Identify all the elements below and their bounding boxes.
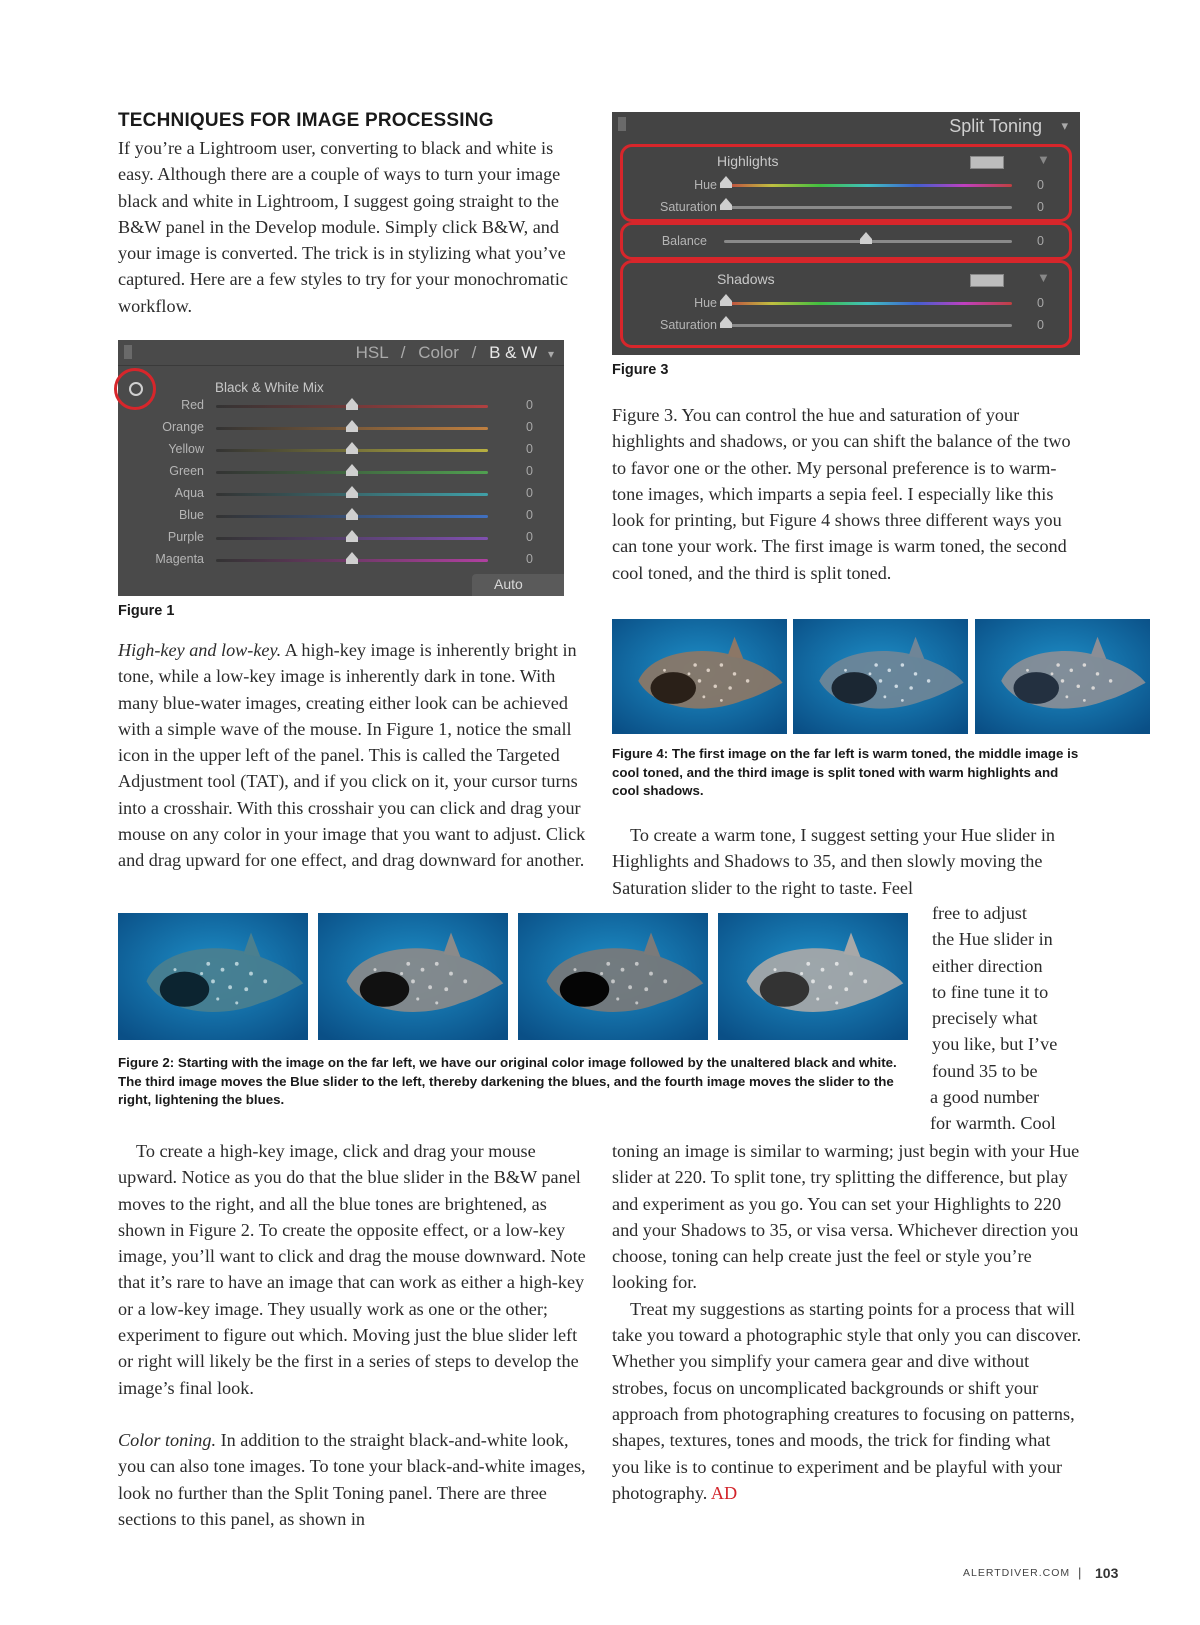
targeted-adjustment-icon[interactable] [129, 382, 143, 396]
shadows-hue-value: 0 [1037, 296, 1044, 310]
auto-label: Auto [494, 576, 523, 592]
shadows-color-swatch[interactable] [970, 274, 1004, 287]
closing-text: Treat my suggestions as starting points for a process that will take you toward a photographic style that only you can discover. Whether you simplify your camera gear and dive without strobes, focus on uncomplicated backgrounds or shift your approach from photographing creatures to focusing on patterns, shapes, textures, tones and moods, the trick for finding what you like is to continue to experiment and be playful with your photography. [612, 1298, 1082, 1503]
shadows-hue-label: Hue [694, 296, 717, 310]
cool-tone-text: toning an image is similar to warming; just begin with your Hue slider at 220. To split tone, try splitting the difference, but play and experiment as you go. You can set your Highlights to 220 and your Shadows to 35, or visa versa. Whichever direction you choose, toning can help create just the feel or style you’re looking for. [612, 1141, 1080, 1293]
bw-slider-knob[interactable] [346, 442, 358, 449]
bw-slider-value: 0 [526, 420, 533, 434]
bw-slider-knob[interactable] [346, 530, 358, 537]
highlights-color-swatch[interactable] [970, 156, 1004, 169]
balance-knob[interactable] [860, 232, 872, 239]
bw-slider-knob[interactable] [346, 420, 358, 427]
balance-value: 0 [1037, 234, 1044, 248]
highlights-hue-track[interactable] [724, 184, 1012, 187]
highkey-howto-paragraph: To create a high-key image, click and drag your mouse upward. Notice as you do that the blue slider in the B&W panel moves to the right, and all the blue tones are brightened, as shown in Figure 2. To create the opposite effect, or a low-key image, you’ll want to click and drag the mouse downward. Note that it’s rare to have an image that can work as either a high-key or a low-key image. They usually work as one or the other; experiment to figure out which. Moving just the blue slider left or right will likely be the first in a series of steps to develop the image’s final look. [118, 1141, 586, 1398]
bw-slider-label: Orange [162, 420, 204, 434]
bw-slider-knob[interactable] [346, 508, 358, 515]
highkey-text: A high-key image is inherently bright in tone, while a low-key image is inherently dark in tone. With many blue-water images, creating either look can be achieved with a simple wave of the mouse. In Figure 1, notice the small icon in the upper left of the panel. This is called the Targeted Adjustment tool (TAT), and if you click on it, your cursor turns into a crosshair. With this crosshair you can click and drag your mouse on any color in your image that you want to adjust. Click and drag upward for one effect, and drag downward for another. [118, 640, 586, 871]
divider [118, 365, 564, 366]
bw-slider-label: Purple [167, 530, 204, 544]
fig3-text: Figure 3. You can control the hue and saturation of your highlights and shadows, or you can shift the balance of the two to favor one or the other. My personal preference is to warm-tone images, which imparts a sepia feel. I especially like this look for printing, but Figure 4 shows three different ways you can tone your work. The first image is warm toned, the second cool toned, and the third is split toned. [612, 405, 1071, 583]
bw-slider-label: Aqua [174, 486, 204, 500]
narrow-line: precisely what [932, 1008, 1038, 1029]
highlights-saturation-track[interactable] [724, 206, 1012, 209]
warm-tone-paragraph [612, 822, 1082, 901]
highlights-hue-knob[interactable] [720, 176, 732, 183]
toning-lead: Color toning. [118, 1429, 217, 1450]
bw-slider-knob[interactable] [346, 552, 358, 559]
shadows-hue-track[interactable] [724, 302, 1012, 305]
bw-mix-title: Black & White Mix [215, 380, 324, 395]
collapse-triangle-icon[interactable]: ▾ [547, 347, 554, 361]
toning-text: In addition to the straight black-and-white look, you can also tone images. To tone your black-and-white images, look no further than the Split Toning panel. There are three sections to this panel, as shown in [118, 1429, 586, 1529]
narrow-lines [932, 900, 1092, 1137]
intro-paragraph [118, 135, 588, 319]
figure1-label: Figure 1 [118, 603, 175, 619]
bw-panel [118, 340, 564, 596]
split-toning-title: Split Toning [949, 116, 1042, 136]
bw-slider-knob[interactable] [346, 398, 358, 405]
fig3-paragraph [612, 402, 1082, 586]
auto-button[interactable] [472, 574, 564, 596]
shadows-saturation-value: 0 [1037, 318, 1044, 332]
bw-slider-value: 0 [526, 442, 533, 456]
collapse-triangle-icon[interactable]: ▾ [1061, 118, 1068, 133]
col2-bottom-text [612, 1138, 1082, 1506]
tab-separator: / [471, 343, 477, 362]
photo-cool-toned [793, 619, 968, 734]
bw-slider-value: 0 [526, 398, 533, 412]
narrow-line: a good number [930, 1087, 1040, 1108]
highlights-hue-value: 0 [1037, 178, 1044, 192]
bw-slider-value: 0 [526, 552, 533, 566]
bw-slider-value: 0 [526, 486, 533, 500]
photo-lightened-blues [718, 913, 908, 1040]
tab-hsl[interactable]: HSL [355, 343, 389, 362]
narrow-line: either direction [932, 955, 1043, 976]
end-mark: AD [710, 1482, 738, 1503]
figure3-label: Figure 3 [612, 362, 669, 378]
highlights-saturation-knob[interactable] [720, 198, 732, 205]
bw-slider-knob[interactable] [346, 486, 358, 493]
intro-text: If you’re a Lightroom user, converting to black and white is easy. Although there are a couple of ways to turn your image black and white in Lightroom, I suggest going straight to the B&W panel in the Develop module. Simply click B&W, and your image is converted. The trick is in stylizing what you’ve captured. Here are a few styles to try for your monochromatic workflow. [118, 138, 568, 316]
narrow-line: found 35 to be [932, 1060, 1038, 1081]
footer-separator: | [1078, 1565, 1083, 1580]
narrow-line: to fine tune it to [932, 981, 1049, 1002]
narrow-line: for warmth. Cool [930, 1113, 1056, 1134]
photo-warm-toned [612, 619, 787, 734]
bw-slider-label: Yellow [168, 442, 204, 456]
highlights-saturation-label: Saturation [660, 200, 717, 214]
bw-slider-value: 0 [526, 464, 533, 478]
highlights-saturation-value: 0 [1037, 200, 1044, 214]
panel-handle [124, 345, 132, 359]
tab-color[interactable]: Color [418, 343, 459, 362]
highlights-hue-label: Hue [694, 178, 717, 192]
bw-slider-label: Magenta [155, 552, 204, 566]
tab-separator: / [400, 343, 406, 362]
tab-bw[interactable]: B & W [489, 343, 538, 362]
col1-bottom-text [118, 1138, 588, 1532]
page-number: 103 [1095, 1565, 1119, 1581]
section-heading: TECHNIQUES FOR IMAGE PROCESSING [118, 110, 494, 131]
photo-split-toned [975, 619, 1150, 734]
bw-slider-label: Green [169, 464, 204, 478]
narrow-line: the Hue slider in [932, 929, 1053, 950]
shadows-hue-knob[interactable] [720, 294, 732, 301]
panel-tabs [356, 343, 554, 363]
bw-slider-value: 0 [526, 508, 533, 522]
highkey-paragraph [118, 637, 588, 874]
split-toning-panel [612, 112, 1080, 355]
photo-darkened-blues [518, 913, 708, 1040]
shadows-saturation-label: Saturation [660, 318, 717, 332]
bw-slider-label: Blue [178, 508, 204, 522]
warm-tone-text: To create a warm tone, I suggest setting your Hue slider in Highlights and Shadows to 35, and then slowly moving the Saturation slider to the right to taste. Feel [612, 825, 1055, 898]
figure2-caption: Figure 2: Starting with the image on the far left, we have our original color image followed by the unaltered black and white. The third image moves the Blue slider to the left, thereby darkening the blues, and the fourth image moves the slider to the right, lightening the blues. [118, 1055, 897, 1108]
narrow-line: free to adjust [932, 903, 1027, 923]
bw-slider-knob[interactable] [346, 464, 358, 471]
shadows-dropdown-icon[interactable]: ▼ [1037, 270, 1050, 285]
bw-slider-label: Red [181, 398, 204, 412]
balance-label: Balance [661, 234, 707, 248]
footer-site: ALERTDIVER.COM [963, 1567, 1071, 1579]
shadows-saturation-knob[interactable] [720, 316, 732, 323]
shadows-saturation-track[interactable] [724, 324, 1012, 327]
highlights-label: Highlights [717, 153, 779, 169]
highlights-dropdown-icon[interactable]: ▼ [1037, 152, 1050, 167]
photo-original-color [118, 913, 308, 1040]
narrow-line: you like, but I’ve [932, 1034, 1058, 1055]
figure4-caption: Figure 4: The first image on the far left is warm toned, the middle image is cool toned, and the third image is split toned with warm highlights and cool shadows. [612, 746, 1079, 799]
shadows-label: Shadows [717, 271, 775, 287]
highkey-lead: High-key and low-key. [118, 640, 282, 660]
photo-unaltered-bw [318, 913, 508, 1040]
narrow-text-column [932, 900, 1092, 1137]
bw-slider-value: 0 [526, 530, 533, 544]
panel-handle [618, 117, 626, 131]
